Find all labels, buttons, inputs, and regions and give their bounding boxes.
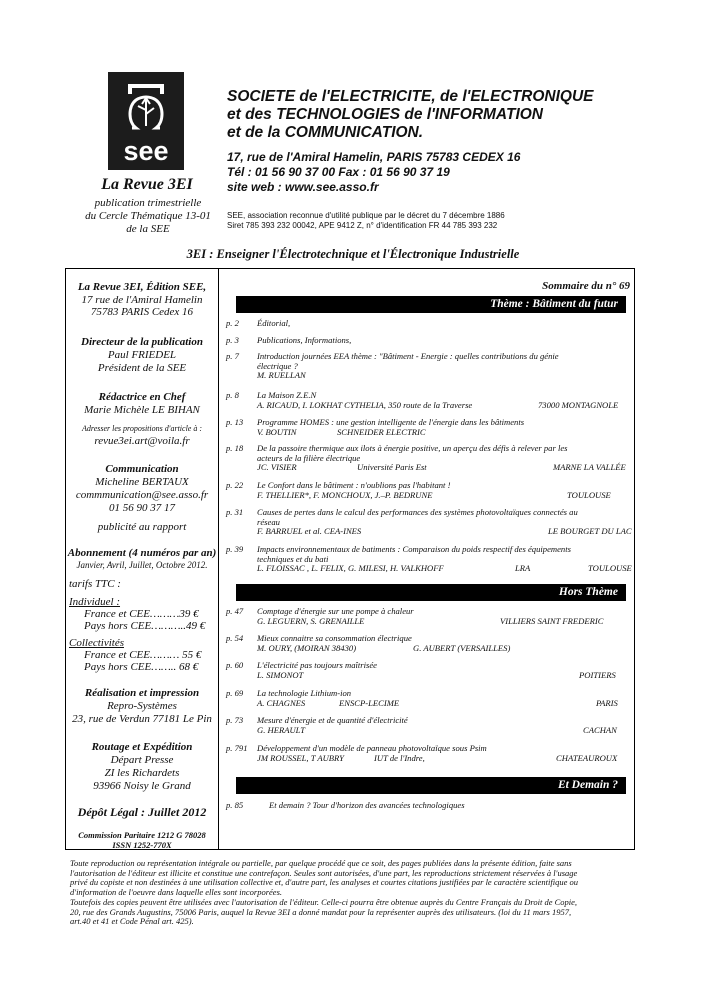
director-role: Président de la SEE bbox=[97, 362, 187, 374]
communication-title: Communication bbox=[105, 463, 179, 475]
toc-page: p. 54 bbox=[226, 633, 244, 643]
printing-name: Repro-Systèmes bbox=[107, 700, 177, 712]
price-individual-abroad: Pays hors CEE………..49 € bbox=[84, 620, 206, 632]
org-website: site web : www.see.asso.fr bbox=[227, 180, 379, 194]
toc-entry bbox=[226, 716, 628, 736]
routing-title: Routage et Expédition bbox=[91, 741, 193, 753]
sommaire-title: Sommaire du n° 69 bbox=[542, 280, 630, 292]
see-emblem-icon bbox=[122, 78, 170, 136]
tarifs-label: tarifs TTC : bbox=[69, 578, 121, 590]
price-individual-france: France et CEE………39 € bbox=[84, 608, 199, 620]
routing-line: 93966 Noisy le Grand bbox=[93, 780, 191, 792]
toc-page: p. 73 bbox=[226, 715, 244, 725]
toc-entry bbox=[226, 336, 628, 346]
toc-title: De la passoire thermique aux ilots à énergie positive, un aperçu des défis à relever par les bbox=[257, 443, 568, 453]
toc-page: p. 60 bbox=[226, 660, 244, 670]
toc-title: Développement d'un modèle de panneau photovoltaïque sous Psim bbox=[257, 743, 487, 753]
legal-notice bbox=[70, 859, 640, 927]
legal-line: 20, rue des Grands Augustins, 75006 Paris, auquel la Revue 3EI a donné mandat pour la représenter auprès des utilisateurs. (loi du 11 mars 1957, bbox=[70, 906, 572, 917]
toc-entry bbox=[226, 481, 628, 501]
subtitle-line: du Cercle Thématique 13-01 bbox=[85, 210, 211, 222]
toc-page: p. 47 bbox=[226, 606, 244, 616]
org-name-line: et de la COMMUNICATION. bbox=[227, 124, 424, 141]
toc-location: LE BOURGET DU LAC bbox=[548, 526, 632, 537]
toc-page: p. 18 bbox=[226, 443, 244, 453]
subscription-months: Janvier, Avril, Juillet, Octobre 2012. bbox=[76, 560, 208, 570]
legal-line: Toutefois des copies peuvent être utilisées avec l'autorisation de l'éditeur. Celle-ci pourra être obtenue auprès du Centre Français du Droit de Copie, bbox=[70, 896, 578, 907]
legal-line: privé du copiste et non destinées à une utilisation collective et, d'autre part, les analyses et courtes citations justifiées par le caractère scientifique ou bbox=[70, 877, 579, 888]
toc-page: p. 3 bbox=[226, 335, 239, 345]
toc-affiliation: SCHNEIDER ELECTRIC bbox=[337, 426, 426, 437]
toc-authors: M. RUELLAN bbox=[257, 370, 306, 381]
toc-entry bbox=[226, 507, 632, 537]
legal-line: art.40 et 41 et Code Pénal art. 425). bbox=[70, 916, 194, 927]
toc-title: Le Confort dans le bâtiment : n'oublions pas l'habitant ! bbox=[257, 480, 451, 490]
toc-authors: G. LEGUERN, S. GRENAILLE bbox=[257, 615, 365, 626]
toc-location: CHATEAUROUX bbox=[556, 752, 618, 763]
toc-page: p. 69 bbox=[226, 688, 244, 698]
edition-address-line: 17 rue de l'Amiral Hamelin bbox=[81, 294, 203, 306]
toc-authors: V. BOUTIN bbox=[257, 426, 297, 437]
toc-page: p. 791 bbox=[226, 743, 248, 753]
column-divider bbox=[218, 268, 219, 850]
toc-authors: A. RICAUD, I. LOKHAT CYTHELIA, 350 route de la Traverse bbox=[257, 399, 473, 410]
commission-paritaire: Commission Paritaire 1212 G 78028 bbox=[78, 830, 206, 840]
toc-entry bbox=[226, 607, 628, 627]
subtitle-line: publication trimestrielle bbox=[94, 197, 202, 209]
revue-title: La Revue 3EI bbox=[101, 176, 193, 193]
org-note-line: Siret 785 393 232 00042, APE 9412 Z, n° d'identification FR 44 785 393 232 bbox=[227, 221, 498, 230]
toc-entry bbox=[226, 444, 628, 473]
legal-line: Toute reproduction ou représentation intégrale ou partielle, par quelque procédé que ce soit, des pages publiées dans la présente édition, faite sans bbox=[70, 858, 572, 868]
toc-page: p. 31 bbox=[226, 507, 244, 517]
toc-authors: L. FLOISSAC , L. FELIX, G. MILESI, H. VALKHOFF bbox=[257, 563, 444, 574]
toc-title: électrique ? bbox=[257, 360, 298, 371]
toc-entry bbox=[226, 744, 628, 764]
toc-entry bbox=[226, 689, 628, 709]
director-title: Directeur de la publication bbox=[81, 336, 203, 348]
legal-line: d'information de l'oeuvre dans laquelle elles sont incorporées. bbox=[70, 887, 283, 898]
toc-entry bbox=[226, 544, 632, 574]
section-theme-band: Thème : Bâtiment du futur bbox=[236, 296, 626, 313]
toc-entry bbox=[226, 352, 628, 381]
toc-page: p. 8 bbox=[226, 390, 239, 400]
toc-page: p. 2 bbox=[226, 318, 239, 328]
toc-title: Comptage d'énergie sur une pompe à chaleur bbox=[257, 606, 414, 616]
toc-entry bbox=[226, 801, 628, 811]
toc-affiliation: IUT de l'Indre, bbox=[374, 752, 425, 763]
subtitle-line: de la SEE bbox=[126, 223, 170, 235]
toc-authors: F. THELLIER*, F. MONCHOUX, J.–P. BEDRUNE bbox=[257, 489, 433, 500]
toc-title: L'électricité pas toujours maîtrisée bbox=[257, 660, 377, 670]
director-name: Paul FRIEDEL bbox=[107, 349, 177, 361]
toc-authors: G. HERAULT bbox=[257, 724, 306, 735]
see-logo bbox=[108, 72, 184, 170]
toc-location: VILLIERS SAINT FREDERIC bbox=[500, 615, 604, 626]
toc-page: p. 13 bbox=[226, 417, 244, 427]
proposals-label: Adresser les propositions d'article à : bbox=[82, 424, 202, 433]
org-address: 17, rue de l'Amiral Hamelin, PARIS 75783 CEDEX 16 bbox=[227, 150, 521, 164]
toc-title: techniques et du bati bbox=[257, 553, 329, 564]
toc-authors: F. BARRUEL et al. CEA-INES bbox=[257, 526, 362, 537]
printing-title: Réalisation et impression bbox=[84, 687, 200, 699]
toc-authors: A. CHAGNES bbox=[257, 697, 306, 708]
routing-line: ZI les Richardets bbox=[104, 767, 180, 779]
toc-affiliation: ENSCP-LECIME bbox=[339, 697, 400, 708]
org-name-line: et des TECHNOLOGIES de l'INFORMATION bbox=[227, 106, 544, 123]
toc-title: Introduction journées EEA thème : "Bâtiment - Energie : quelles contributions du génie bbox=[257, 351, 559, 361]
routing-line: Départ Presse bbox=[110, 754, 174, 766]
toc-location: 73000 MONTAGNOLE bbox=[538, 399, 619, 410]
legal-line: l'autorisation de l'éditeur est illicite et constitue une contrefaçon. Seules sont autorisées, d'une part, les reproductions strictement réservées à l'usage bbox=[70, 867, 578, 878]
editor-title: Rédactrice en Chef bbox=[98, 391, 186, 403]
toc-title: Programme HOMES : une gestion intelligente de l'énergie dans les bâtiments bbox=[257, 417, 525, 427]
communication-email: commmunication@see.asso.fr bbox=[75, 489, 209, 501]
toc-title: La technologie Lithium-ion bbox=[257, 688, 352, 698]
price-collectivite-abroad: Pays hors CEE…….. 68 € bbox=[84, 661, 199, 673]
toc-authors: JM ROUSSEL, T AUBRY bbox=[257, 752, 344, 763]
toc-affiliation: Université Paris Est bbox=[357, 462, 427, 473]
toc-title: Publications, Informations, bbox=[257, 335, 352, 345]
tagline: 3EI : Enseigner l'Électrotechnique et l'Électronique Industrielle bbox=[186, 247, 520, 261]
section-hors-theme-band: Hors Thème bbox=[236, 584, 626, 601]
edition-address-line: 75783 PARIS Cedex 16 bbox=[90, 306, 194, 318]
org-phone-fax: Tél : 01 56 90 37 00 Fax : 01 56 90 37 19 bbox=[227, 165, 450, 179]
depot-legal: Dépôt Légal : Juillet 2012 bbox=[77, 805, 207, 819]
toc-title: Et demain ? Tour d'horizon des avancées technologiques bbox=[269, 800, 465, 810]
toc-entry bbox=[226, 391, 628, 411]
communication-phone: 01 56 90 37 17 bbox=[109, 502, 175, 514]
issn: ISSN 1252-770X bbox=[112, 840, 172, 850]
toc-entry bbox=[226, 661, 628, 681]
toc-title: Éditorial, bbox=[257, 318, 291, 328]
editor-name: Marie Michèle LE BIHAN bbox=[84, 404, 200, 416]
toc-authors: M. OURY, (MOIRAN 38430) bbox=[257, 642, 357, 653]
toc-title: réseau bbox=[257, 516, 280, 527]
toc-location: TOULOUSE bbox=[588, 563, 632, 574]
toc-entry bbox=[226, 634, 628, 654]
proposals-email: revue3ei.art@voila.fr bbox=[94, 435, 190, 447]
toc-entry bbox=[226, 319, 628, 329]
logo-text: see bbox=[123, 136, 169, 166]
toc-authors: JC. VISIER bbox=[257, 462, 297, 473]
toc-title: Causes de pertes dans le calcul des performances des systèmes photovoltaïques connectés au bbox=[257, 507, 578, 517]
section-et-demain-band: Et Demain ? bbox=[236, 777, 626, 794]
toc-location: POITIERS bbox=[579, 669, 616, 680]
toc-authors: L. SIMONOT bbox=[257, 669, 304, 680]
org-name-line: SOCIETE de l'ELECTRICITE, de l'ELECTRONIQUE bbox=[227, 88, 594, 105]
toc-title: Mieux connaitre sa consommation électrique bbox=[257, 633, 412, 643]
toc-title: Impacts environnementaux de batiments : Comparaison du poids respectif des équipements bbox=[257, 544, 571, 554]
toc-location: CACHAN bbox=[583, 724, 617, 735]
edition-title: La Revue 3EI, Édition SEE, bbox=[77, 281, 207, 293]
toc-page: p. 85 bbox=[226, 800, 244, 810]
printing-address: 23, rue de Verdun 77181 Le Pin bbox=[72, 713, 212, 725]
communication-name: Micheline BERTAUX bbox=[95, 476, 189, 488]
toc-page: p. 39 bbox=[226, 544, 244, 554]
toc-page: p. 7 bbox=[226, 351, 239, 361]
individual-label: Individuel : bbox=[69, 596, 121, 608]
price-collectivite-france: France et CEE……… 55 € bbox=[84, 649, 202, 661]
org-note-line: SEE, association reconnue d'utilité publique par le décret du 7 décembre 1886 bbox=[227, 211, 505, 220]
toc-title: La Maison Z.E.N bbox=[257, 390, 317, 400]
toc-entry bbox=[226, 418, 628, 438]
collectivites-label: Collectivités bbox=[69, 637, 124, 649]
toc-title: acteurs de la filière électrique bbox=[257, 452, 361, 463]
toc-authors: G. AUBERT (VERSAILLES) bbox=[413, 642, 511, 653]
toc-title: Mesure d'énergie et de quantité d'électricité bbox=[257, 715, 408, 725]
advertising-note: publicité au rapport bbox=[97, 521, 187, 533]
toc-affiliation: LRA bbox=[515, 563, 531, 574]
toc-location: PARIS bbox=[596, 697, 618, 708]
subscription-title: Abonnement (4 numéros par an) bbox=[67, 547, 217, 559]
toc-location: TOULOUSE bbox=[567, 489, 611, 500]
toc-location: MARNE LA VALLÉE bbox=[553, 462, 626, 473]
toc-page: p. 22 bbox=[226, 480, 244, 490]
